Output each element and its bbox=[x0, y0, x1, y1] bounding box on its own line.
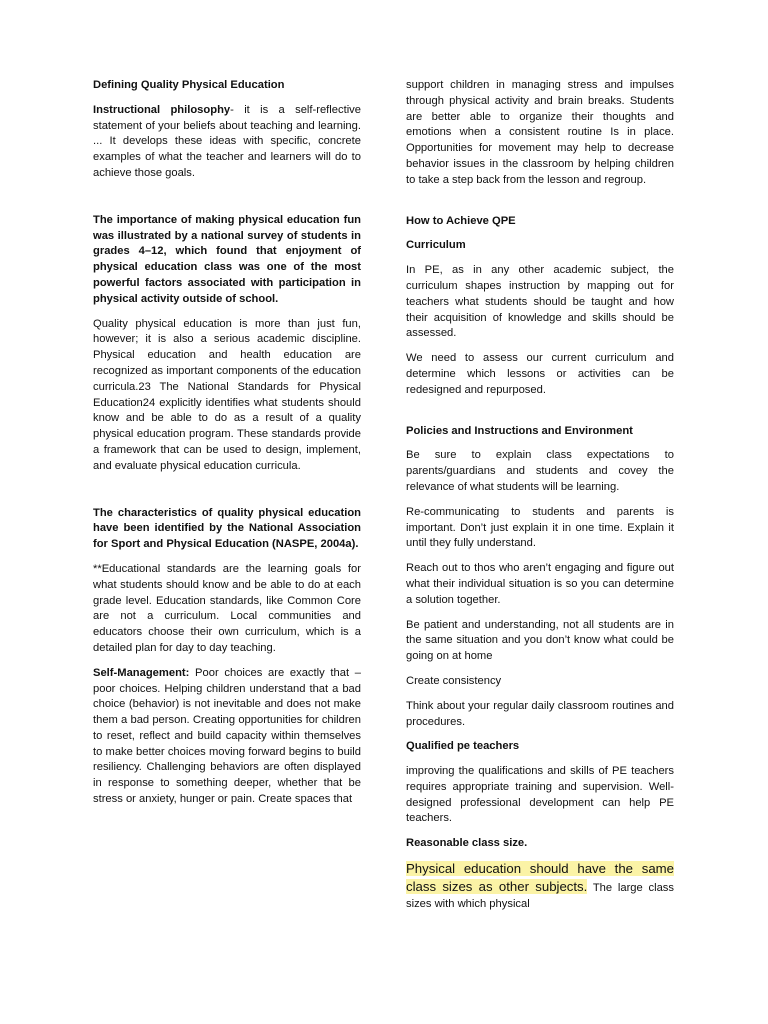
characteristics-paragraph: The characteristics of quality physical education have been identified by the National Association for Sport and Physical Education (NASPE, 2004a). bbox=[93, 506, 361, 551]
instructional-philosophy-term: Instructional philosophy bbox=[93, 103, 231, 116]
spacer bbox=[406, 198, 674, 214]
curriculum-paragraph: In PE, as in any other academic subject, the curriculum shapes instruction by mapping out for teachers what students should be taught and how their acquisition of knowledge and skills should be assessed. bbox=[406, 264, 674, 340]
create-consistency-line: Create consistency bbox=[406, 674, 502, 687]
routines-paragraph: Think about your regular daily classroom routines and procedures. bbox=[406, 699, 674, 728]
qualified-teachers-heading: Qualified pe teachers bbox=[406, 740, 520, 753]
right-column bbox=[406, 78, 674, 921]
class-size-text: The large class sizes with which physical bbox=[406, 881, 674, 910]
how-to-achieve-heading: How to Achieve QPE bbox=[406, 214, 516, 227]
document-title: Defining Quality Physical Education bbox=[93, 79, 285, 91]
policies-heading: Policies and Instructions and Environment bbox=[406, 424, 633, 437]
curriculum-heading: Curriculum bbox=[406, 239, 466, 252]
educational-standards-paragraph: **Educational standards are the learning goals for what students should know and be able to do at each grade level. Education standards, like Common Core are not a curriculum. Local communities and educators choose their own curriculum, which is a detailed plan for day to day teaching. bbox=[93, 562, 361, 654]
assess-curriculum-paragraph: We need to assess our current curriculum and determine which lessons or activities can be redesigned and repurposed. bbox=[406, 352, 674, 396]
class-size-paragraph bbox=[406, 861, 674, 912]
self-management-paragraph bbox=[93, 666, 361, 808]
left-column bbox=[93, 78, 361, 817]
stress-paragraph: support children in managing stress and impulses through physical activity and brain breaks. Students are better able to organize their thoughts and emotions when a consistent routine Is in place. Opportunities for movement may help to decrease behavior issues in the classroom by helping children to take a step back from the lesson and regroup. bbox=[406, 79, 674, 186]
instructional-philosophy-text: - it is a self-reflective statement of your beliefs about teaching and learning. ... It develops these ideas with specific, concrete examples of what the teacher and learners will do to achieve those goals. bbox=[93, 103, 361, 179]
spacer bbox=[93, 484, 361, 506]
self-management-term: Self-Management: bbox=[93, 666, 190, 679]
self-management-text: Poor choices are exactly that – poor choices. Helping children understand that a bad choice (behavior) is not inevitable and does not make them a bad person. Creating opportunities for children to reset, reflect and build capacity within themselves to make better choices moving forward begins to build resiliency. Challenging behaviors are often displayed in response to something deeper, whether that be stress or anxiety, hunger or pain. Create spaces that bbox=[93, 666, 361, 806]
highlighted-text: Physical education should have the same class sizes as other subjects. bbox=[406, 861, 674, 894]
spacer bbox=[406, 408, 674, 424]
reach-out-paragraph: Reach out to thos who aren’t engaging and figure out what their individual situation is so you can determine a solution together. bbox=[406, 562, 674, 606]
qualifications-paragraph: improving the qualifications and skills of PE teachers requires appropriate training and supervision. Well-designed professional development can help PE teachers. bbox=[406, 765, 674, 825]
class-size-heading: Reasonable class size. bbox=[406, 837, 528, 850]
importance-paragraph: The importance of making physical education fun was illustrated by a national survey of students in grades 4–12, which found that enjoyment of physical education class was one of the most powerful factors associated with participation in physical activity outside of school. bbox=[93, 213, 361, 305]
quality-pe-paragraph: Quality physical education is more than just fun, however; it is also a serious academic discipline. Physical education and health education are recognized as important components of the education curricula.23 The National Standards for Physical Education24 explicitly identifies what students should know and be able to do as a result of a quality physical education program. These standards provide a framework that can be used to design, implement, and evaluate physical education curricula. bbox=[93, 317, 361, 472]
be-patient-paragraph: Be patient and understanding, not all students are in the same situation and you don’t know what could be going on at home bbox=[406, 618, 674, 663]
instructional-philosophy-paragraph bbox=[93, 103, 361, 182]
spacer bbox=[93, 191, 361, 213]
expectations-paragraph: Be sure to explain class expectations to parents/guardians and students and covey the relevance of what students will be learning. bbox=[406, 449, 674, 493]
recommunicating-paragraph: Re-communicating to students and parents is important. Don’t just explain it in one time. Explain it until they fully understand. bbox=[406, 505, 674, 550]
